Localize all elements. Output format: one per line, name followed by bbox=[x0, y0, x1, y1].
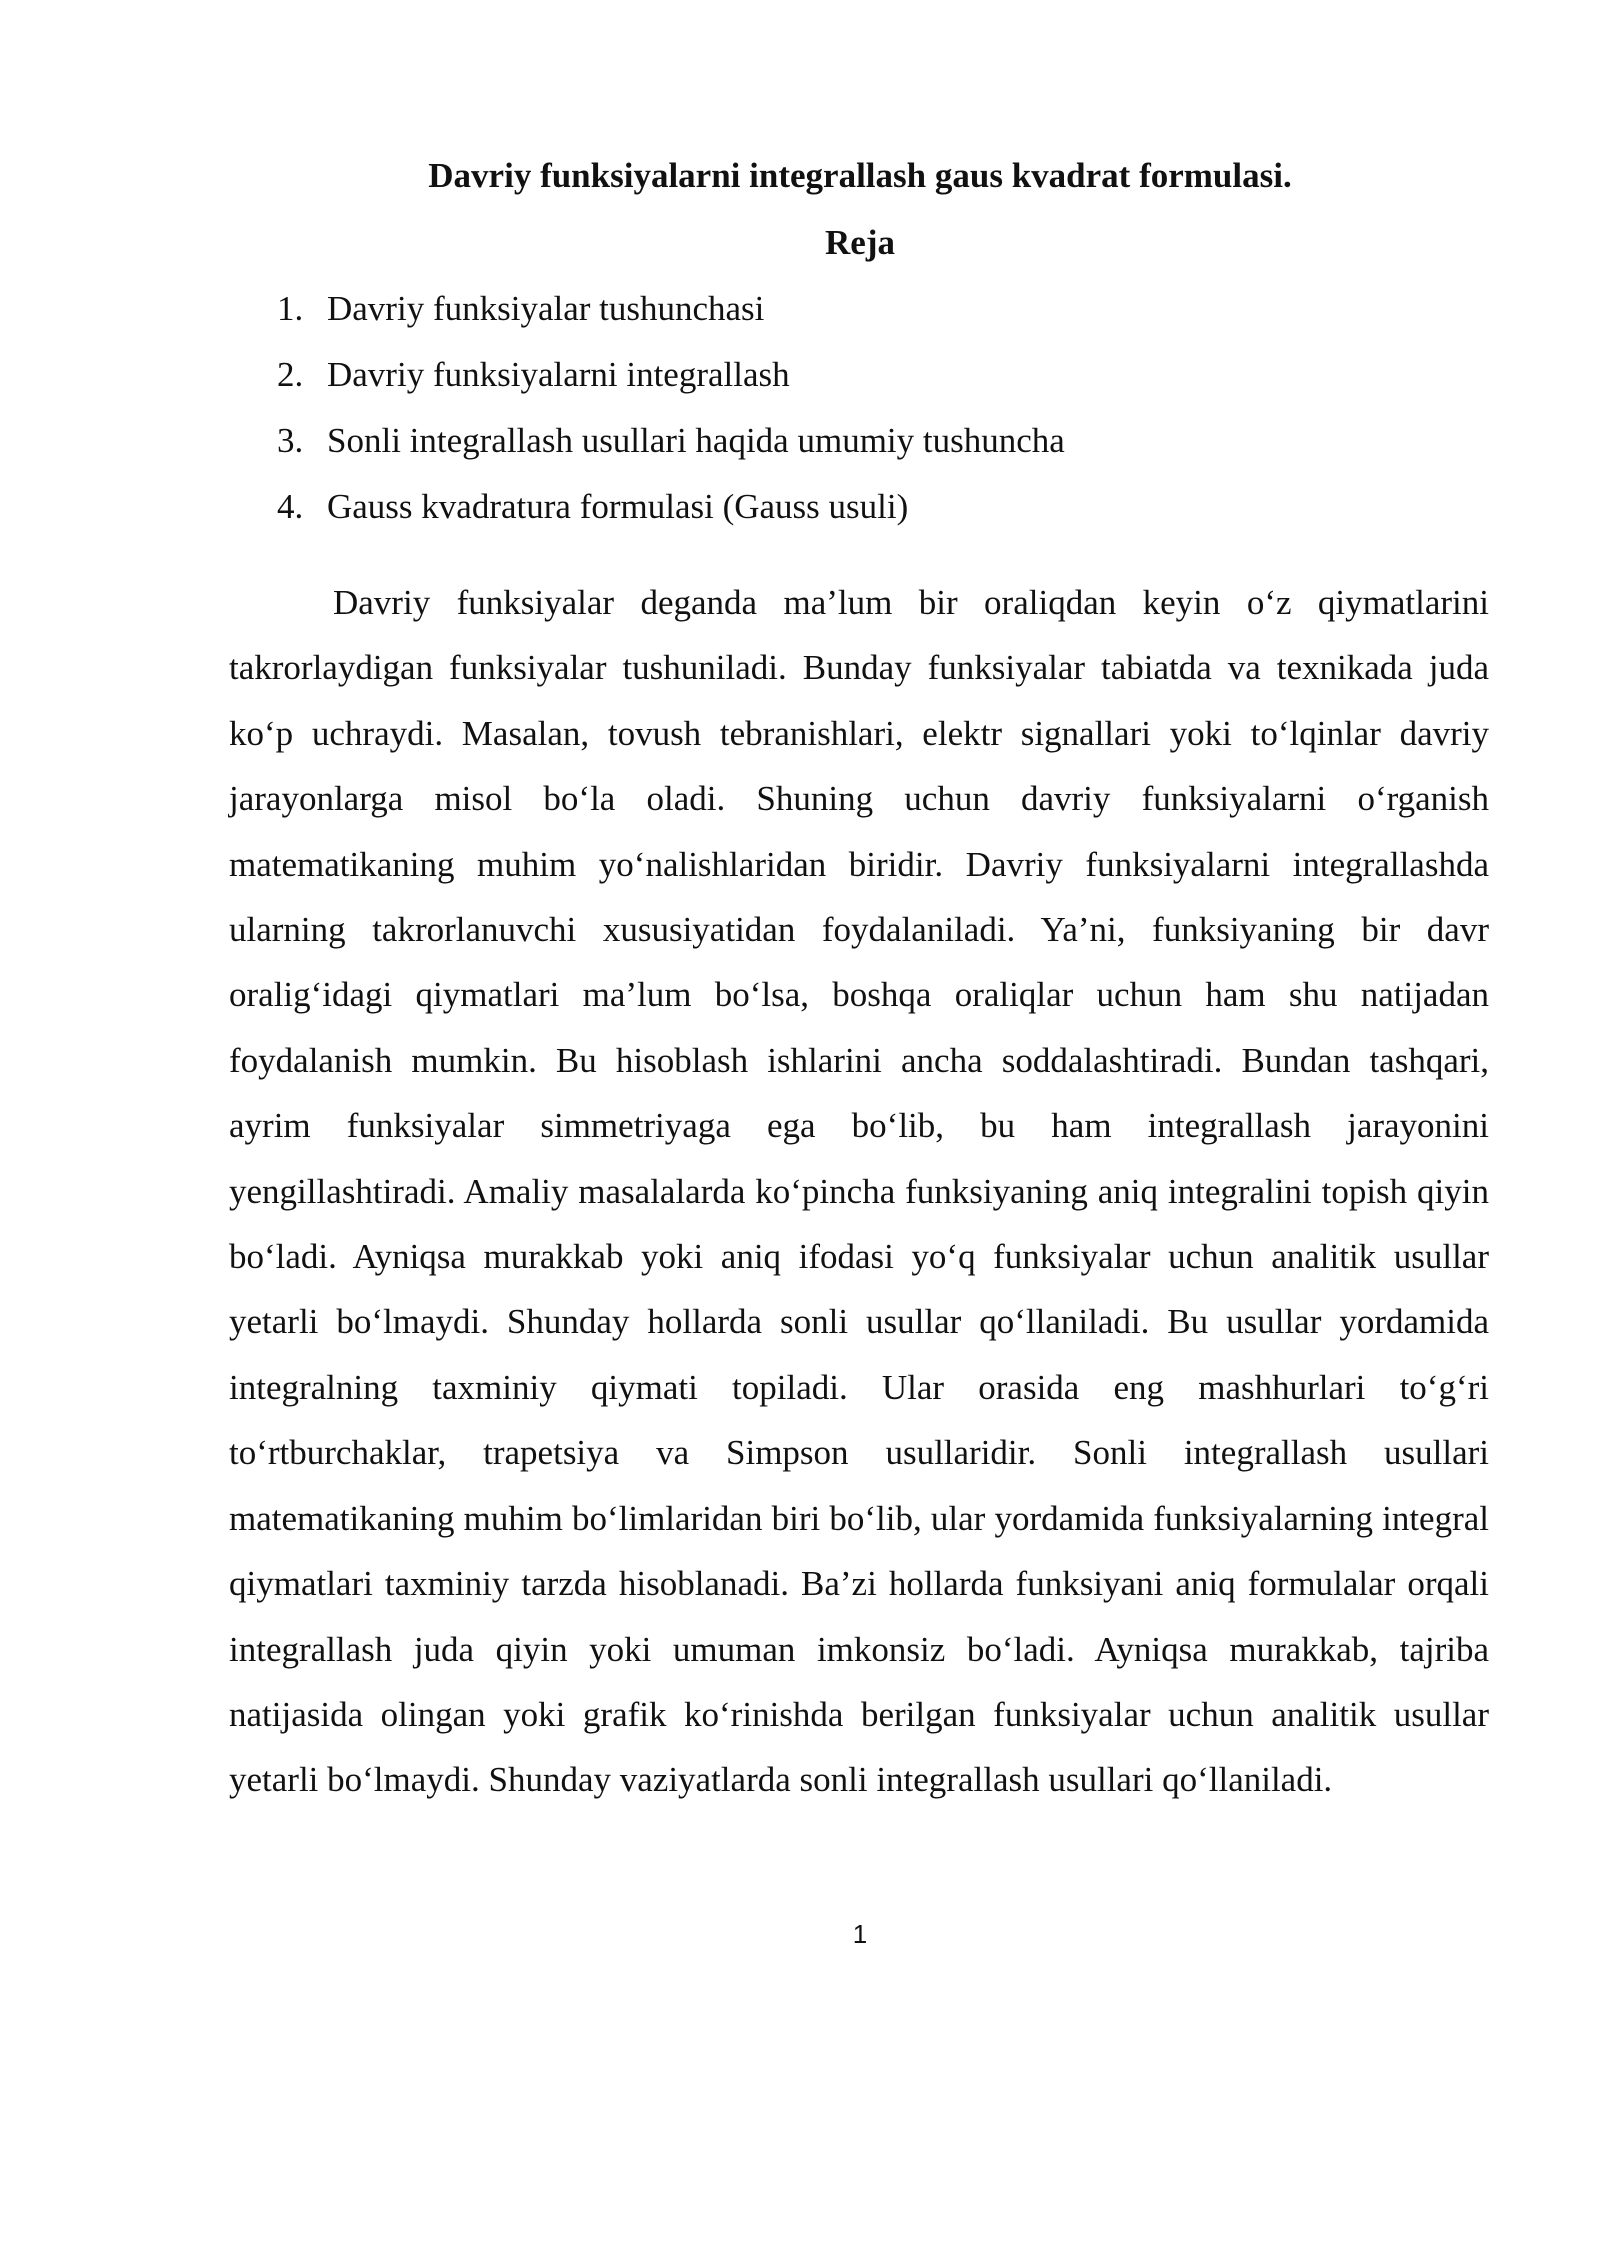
plan-item-number: 4. bbox=[277, 487, 304, 526]
plan-item-text: Davriy funksiyalar tushunchasi bbox=[327, 289, 765, 328]
plan-item-text: Sonli integrallash usullari haqida umumiy tushuncha bbox=[327, 421, 1065, 460]
plan-item-number: 1. bbox=[277, 289, 304, 328]
plan-item bbox=[277, 417, 1065, 483]
plan-item bbox=[277, 285, 1065, 351]
plan-item-number: 3. bbox=[277, 421, 304, 460]
plan-item-text: Gauss kvadratura formulasi (Gauss usuli) bbox=[327, 487, 909, 526]
plan-item bbox=[277, 351, 1065, 417]
plan-list bbox=[277, 285, 1065, 549]
plan-item bbox=[277, 483, 1065, 549]
plan-heading: Reja bbox=[825, 223, 895, 262]
body-paragraph: Davriy funksiyalar deganda ma’lum bir oraliqdan keyin o‘z qiymatlarini takrorlaydigan funksiyalar tushuniladi. Bunday funksiyalar tabiatda va texnikada juda ko‘p uchraydi. Masalan, tovush tebranishlari, elektr signallari yoki to‘lqinlar davriy jarayonlarga misol bo‘la oladi. Shuning uchun davriy funksiyalarni o‘rganish matematikaning muhim yo‘nalishlaridan biridir. Davriy funksiyalarni integrallashda ularning takrorlanuvchi xususiyatidan foydalaniladi. Ya’ni, funksiyaning bir davr oralig‘idagi qiymatlari ma’lum bo‘lsa, boshqa oraliqlar uchun ham shu natijadan foydalanish mumkin. Bu hisoblash ishlarini ancha soddalashtiradi. Bundan tashqari, ayrim funksiyalar simmetriyaga ega bo‘lib, bu ham integrallash jarayonini yengillashtiradi. Amaliy masalalarda ko‘pincha funksiyaning aniq integralini topish qiyin bo‘ladi. Ayniqsa murakkab yoki aniq ifodasi yo‘q funksiyalar uchun analitik usullar yetarli bo‘lmaydi. Shunday hollarda sonli usullar qo‘llaniladi. Bu usullar yordamida integralning taxminiy qiymati topiladi. Ular orasida eng mashhurlari to‘g‘ri to‘rtburchaklar, trapetsiya va Simpson usullaridir. Sonli integrallash usullari matematikaning muhim bo‘limlaridan biri bo‘lib, ular yordamida funksiyalarning integral qiymatlari taxminiy tarzda hisoblanadi. Ba’zi hollarda funksiyani aniq formulalar orqali integrallash juda qiyin yoki umuman imkonsiz bo‘ladi. Ayniqsa murakkab, tajriba natijasida olingan yoki grafik ko‘rinishda berilgan funksiyalar uchun analitik usullar yetarli bo‘lmaydi. Shunday vaziyatlarda sonli integrallash usullari qo‘llaniladi. bbox=[229, 583, 1489, 1800]
plan-item-number: 2. bbox=[277, 355, 304, 394]
document-title: Davriy funksiyalarni integrallash gaus kvadrat formulasi. bbox=[428, 156, 1292, 195]
page-number: 1 bbox=[852, 1919, 868, 1949]
plan-item-text: Davriy funksiyalarni integrallash bbox=[327, 355, 790, 394]
